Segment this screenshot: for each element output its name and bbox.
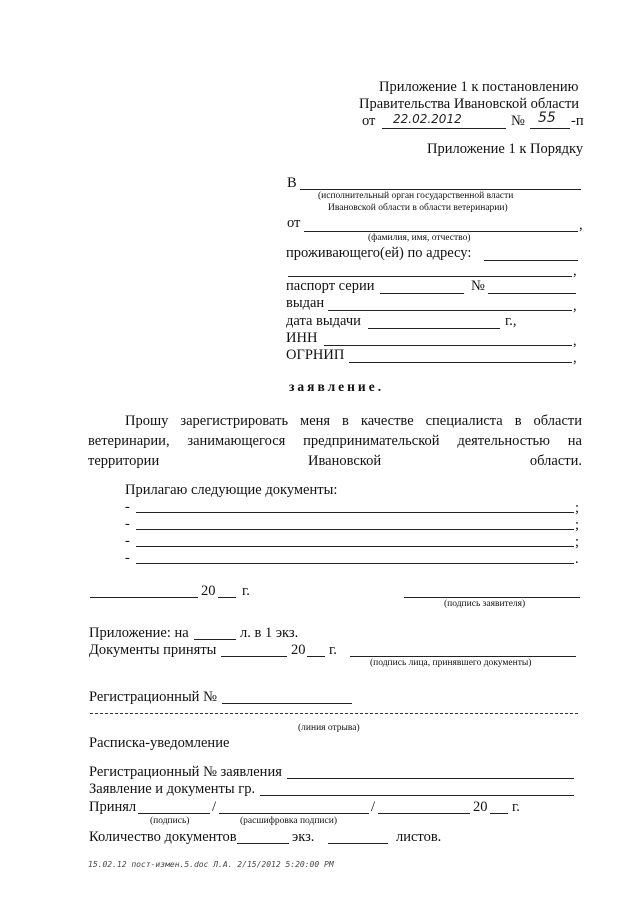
docs-accepted-year-prefix: 20 — [291, 642, 306, 658]
header-number: 55 — [538, 110, 556, 126]
authority-note-2: Ивановской области в области ветеринарии) — [328, 203, 508, 213]
docs-accepted-year-line — [307, 656, 325, 657]
inn-label: ИНН — [286, 330, 318, 346]
receipt-docs-from-line — [260, 795, 574, 796]
inn-line — [324, 345, 572, 346]
attachment-bullet-1: - — [125, 499, 130, 515]
reg-number-line — [222, 703, 352, 704]
attachment-end-4: . — [575, 551, 579, 567]
from-line — [304, 231, 578, 232]
sign-year-suffix: г. — [242, 583, 250, 599]
applicant-sign-line — [404, 597, 580, 598]
reg-number-label: Регистрационный № — [89, 689, 217, 705]
receipt-decode-note: (расшифровка подписи) — [240, 816, 337, 826]
count-label: Количество документов — [89, 829, 237, 845]
header-suffix: -п — [571, 113, 584, 129]
authority-note-1: (исполнительный орган государственной власти — [318, 191, 514, 201]
receipt-accepted-label: Принял — [89, 799, 137, 815]
receipt-year-line — [490, 813, 508, 814]
header-line-2: Правительства Ивановской области — [359, 96, 580, 112]
receipt-date-line — [378, 813, 470, 814]
header-number-underline — [530, 128, 570, 129]
header-date-underline — [382, 128, 506, 129]
attachment-end-3: ; — [575, 534, 580, 550]
docs-accepted-label: Документы приняты — [89, 642, 217, 658]
issued-line — [328, 310, 572, 311]
issue-date-label: дата выдачи — [286, 313, 361, 329]
acceptor-sign-line — [350, 656, 576, 657]
docs-accepted-date-line — [221, 656, 287, 657]
attachment-bullet-4: - — [125, 550, 130, 566]
count-sheets-label: листов. — [396, 829, 442, 845]
passport-number-line — [488, 293, 576, 294]
statement-body: Прошу зарегистрировать меня в качестве специалиста в области ветеринарии, занимающегося предпринимательской деятельностью на территории Ивановской области. — [88, 413, 582, 469]
attachment-bullet-2: - — [125, 516, 130, 532]
appendix-prefix: Приложение: на — [89, 625, 189, 641]
attachments-intro: Прилагаю следующие документы: — [125, 482, 338, 498]
to-line — [300, 189, 581, 190]
count-sheets-line — [328, 843, 388, 844]
issued-label: выдан — [286, 295, 325, 311]
applicant-sign-note: (подпись заявителя) — [444, 599, 526, 609]
sign-year-line — [218, 597, 236, 598]
inn-comma: , — [573, 333, 577, 349]
count-copies-line — [237, 843, 289, 844]
attachment-line-4 — [136, 563, 574, 564]
residing-line-2 — [288, 276, 572, 277]
issue-date-line — [368, 328, 500, 329]
residing-label: проживающего(ей) по адресу: — [286, 245, 472, 261]
receipt-sign-line — [138, 813, 210, 814]
receipt-year-prefix: 20 — [473, 799, 488, 815]
receipt-slash-1: / — [212, 799, 217, 815]
issue-date-year: г., — [505, 313, 517, 329]
attachment-bullet-3: - — [125, 533, 130, 549]
tear-note: (линия отрыва) — [298, 723, 360, 733]
ogrnip-label: ОГРНИП — [286, 347, 345, 363]
receipt-slash-2: / — [371, 799, 376, 815]
header-line-1: Приложение 1 к постановлению — [379, 79, 579, 95]
docs-accepted-year-suffix: г. — [329, 642, 337, 658]
sign-date-line — [90, 597, 198, 598]
attachment-line-3 — [136, 546, 574, 547]
receipt-decode-line — [219, 813, 369, 814]
fio-note: (фамилия, имя, отчество) — [368, 233, 471, 243]
appendix-sheets-line — [194, 639, 236, 640]
statement-title: заявление. — [289, 379, 385, 394]
acceptor-note: (подпись лица, принявшего документы) — [370, 658, 532, 668]
attachment-line-2 — [136, 529, 574, 530]
passport-series-line — [380, 293, 464, 294]
receipt-year-suffix: г. — [512, 799, 520, 815]
residing-line-1 — [484, 260, 578, 261]
footer-file-info: 15.02.12 пост-измен.5.doc Л.А. 2/15/2012 5:20:00 PM — [88, 860, 334, 869]
from-comma: , — [579, 217, 583, 233]
receipt-title: Расписка-уведомление — [89, 735, 230, 751]
passport-number-sign: № — [471, 278, 485, 294]
header-annex: Приложение 1 к Порядку — [427, 141, 584, 157]
tear-line — [90, 713, 578, 714]
from-label: от — [287, 215, 301, 231]
header-date: 22.02.2012 — [393, 112, 462, 126]
appendix-suffix: л. в 1 экз. — [240, 625, 299, 641]
receipt-reg-label: Регистрационный № заявления — [89, 764, 282, 780]
to-label: В — [287, 175, 297, 191]
attachment-end-1: ; — [575, 500, 580, 516]
header-number-sign: № — [511, 113, 525, 129]
ogrnip-line — [349, 362, 572, 363]
receipt-docs-from-label: Заявление и документы гр. — [89, 781, 256, 797]
issued-comma: , — [573, 298, 577, 314]
residing-comma: , — [573, 263, 577, 279]
header-from-label: от — [362, 113, 376, 129]
passport-label: паспорт серии — [286, 278, 375, 294]
count-copies-label: экз. — [292, 829, 315, 845]
attachment-end-2: ; — [575, 517, 580, 533]
receipt-reg-line — [287, 778, 574, 779]
sign-year-prefix: 20 — [201, 583, 216, 599]
receipt-sign-note: (подпись) — [150, 816, 190, 826]
ogrnip-comma: , — [573, 350, 577, 366]
attachment-line-1 — [136, 512, 574, 513]
